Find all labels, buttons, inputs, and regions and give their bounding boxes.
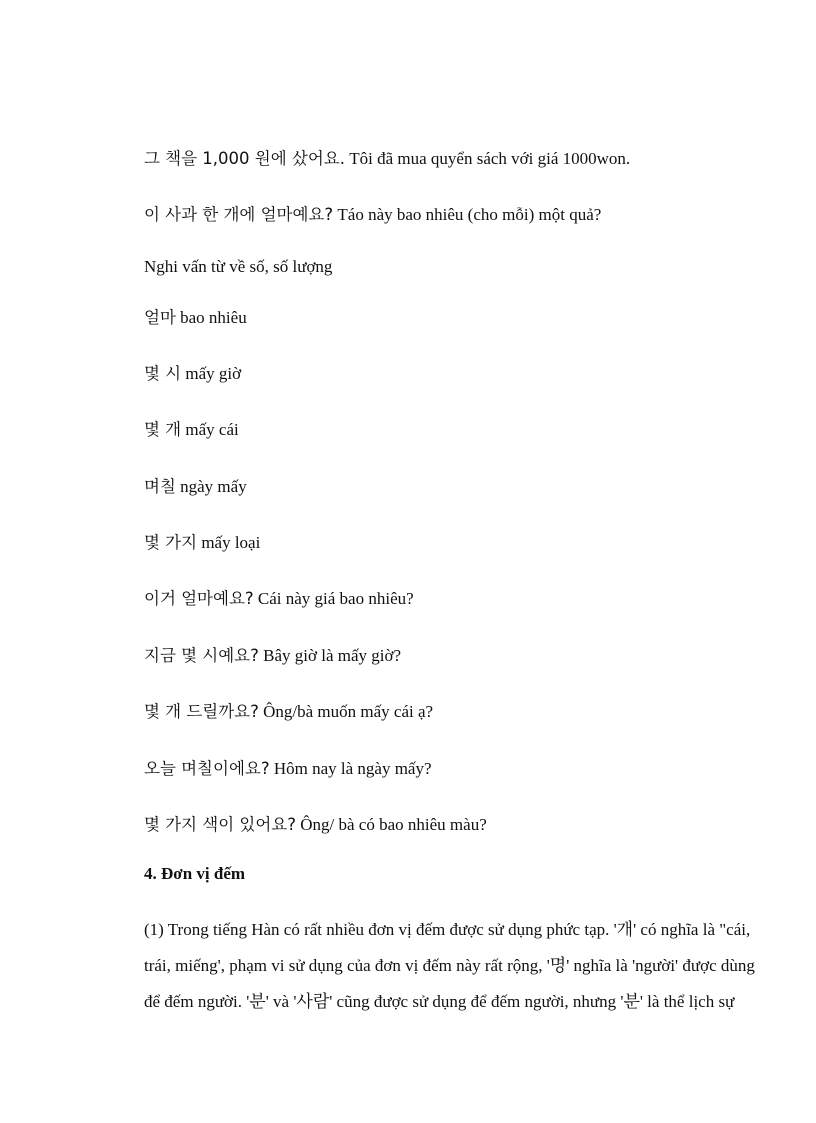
korean-text: 지금 몇 시예요? <box>144 646 259 665</box>
example-line-6 <box>144 758 432 780</box>
vietnamese-text: mấy giờ <box>181 364 242 383</box>
korean-text: 오늘 며칠이에요? <box>144 759 270 778</box>
vietnamese-text: mấy loại <box>197 533 261 552</box>
paragraph-line: (1) Trong tiếng Hàn có rất nhiều đơn vị đếm được sử dụng phức tạp. '개' có nghĩa là "cái, <box>144 920 751 939</box>
korean-text: 몇 가지 <box>144 533 198 552</box>
vietnamese-text: Ông/bà muốn mấy cái ạ? <box>258 702 434 721</box>
korean-text: 얼마 <box>144 308 176 327</box>
vietnamese-text: bao nhiêu <box>175 308 247 327</box>
vietnamese-text: Táo này bao nhiêu (cho mỗi) một quả? <box>333 205 602 224</box>
korean-text: 몇 개 <box>144 420 182 439</box>
vietnamese-text: Bây giờ là mấy giờ? <box>258 646 402 665</box>
example-line-5 <box>144 701 433 723</box>
vietnamese-text: Ông/ bà có bao nhiêu màu? <box>296 815 487 834</box>
korean-text: 이거 얼마예요? <box>144 589 254 608</box>
example-line-2 <box>144 204 601 226</box>
paragraph-line: trái, miếng', phạm vi sử dụng của đơn vị đếm này rất rộng, '명' nghĩa là 'người' được dùng <box>144 956 755 975</box>
example-line-3 <box>144 588 414 610</box>
vietnamese-text: ngày mấy <box>175 477 247 496</box>
vietnamese-text: Hôm nay là ngày mấy? <box>269 759 432 778</box>
example-line-7 <box>144 814 487 836</box>
korean-text: 몇 개 드릴까요? <box>144 702 259 721</box>
subheading-question-words <box>144 256 332 278</box>
vietnamese-text: mấy cái <box>181 420 239 439</box>
korean-text: 몇 가지 색이 있어요? <box>144 815 297 834</box>
paragraph-line: để đếm người. '분' và '사람' cũng được sử dụng để đếm người, nhưng '분' là thể lịch sự <box>144 992 735 1011</box>
vietnamese-text: Cái này giá bao nhiêu? <box>253 589 414 608</box>
korean-text: 이 사과 한 개에 얼마예요? <box>144 205 334 224</box>
body-paragraph <box>144 912 755 1020</box>
korean-text: 그 책을 1,000 원에 샀어요. <box>144 149 345 168</box>
vocab-line-5 <box>144 532 260 554</box>
vietnamese-text: Nghi vấn từ về số, số lượng <box>144 257 333 276</box>
example-line-1 <box>144 148 630 170</box>
vocab-line-1 <box>144 307 247 329</box>
korean-text: 며칠 <box>144 477 176 496</box>
korean-text: 몇 시 <box>144 364 182 383</box>
section-heading: 4. Đơn vị đếm <box>144 864 246 883</box>
vocab-line-2 <box>144 363 241 385</box>
example-line-4 <box>144 645 401 667</box>
vocab-line-4 <box>144 476 247 498</box>
vietnamese-text: Tôi đã mua quyển sách với giá 1000won. <box>344 149 631 168</box>
vocab-line-3 <box>144 419 239 441</box>
